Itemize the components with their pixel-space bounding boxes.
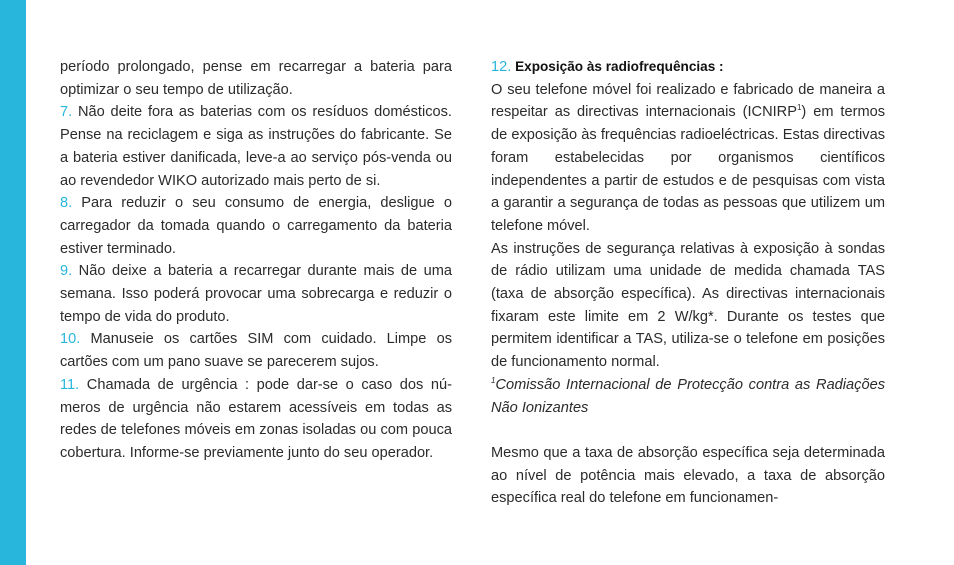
tas-paragraph: As instruções de segurança relativas à exposição à sondas de rádio utilizam uma unidade de medida chamada TAS (taxa de absorção específica). As directivas internacionais fixaram este limite em 2 W/kg*. Durante os testes que permitem identificar a TAS, utiliza-se o telefone em posições de funcionamento normal. [491,240,885,371]
item-10 [60,328,452,373]
item-text: Manuseie os cartões SIM com cuidado. Limpe os cartões com um pano suave se parecerem sujos. [60,331,452,371]
footnote-text: Comissão Internacional de Protecção contra as Radiações Não Ionizantes [491,376,885,416]
exposure-paragraph [491,79,885,238]
footnote-marker: 1 [491,375,496,385]
item-number: 11. [60,376,80,393]
heading-title: Exposição às radiofrequências : [511,59,724,74]
right-column [491,56,885,510]
sar-paragraph: Mesmo que a taxa de absorção específica seja determinada ao nível de potência mais elevado, a taxa de absorção específica real do telefone em funcionamen- [491,444,885,507]
footnote-ref: 1 [796,103,802,113]
item-number: 7. [60,104,73,121]
item-7 [60,101,452,192]
item-number: 9. [60,263,73,280]
footnote [491,374,885,419]
item-11 [60,374,452,465]
paragraph-gap [491,419,885,442]
side-accent-bar [0,0,26,565]
section-heading [491,56,885,79]
item-number: 8. [60,195,73,212]
item-text: Para reduzir o seu consumo de energia, desligue o carregador da tomada quando o carregamento da bateria estiver terminado. [60,195,452,257]
left-column [60,56,452,465]
paragraph-text: ) em termos de exposição às frequências radioeléctricas. Estas directivas foram estabelecidas por organismos científicos independentes a partir de estudos e de pesquisas com vista a garantir a segurança de todas as pessoas que utilizem um telefone móvel. [491,104,886,234]
item-9 [60,260,452,328]
paragraph-text: O seu telefone móvel foi realizado e fabricado de maneira a respeitar as directivas internacionais (ICNIRP [491,81,885,121]
item-text: Não deixe a bateria a recarregar durante mais de uma semana. Isso poderá provocar uma sobrecarga e reduzir o tempo de vida do produto. [60,263,452,325]
item-8 [60,192,452,260]
item-number: 10. [60,331,81,348]
intro-paragraph: período prolongado, pense em recarregar a bateria para optimizar o seu tempo de utilização. [60,59,452,98]
heading-number: 12. [491,59,512,75]
item-text: Chamada de urgência : pode dar-se o caso dos números de urgência não estarem acessíveis em todas as redes de telefones móveis em zonas isoladas ou com pouca cobertura. Informe-se previamente junto do seu operador. [60,376,452,461]
item-text: Não deite fora as baterias com os resíduos domésticos. Pense na reciclagem e siga as instruções do fabricante. Se a bateria estiver danificada, leve-a ao serviço pós-venda ou ao revendedor WIKO autorizado mais perto de si. [60,104,452,189]
